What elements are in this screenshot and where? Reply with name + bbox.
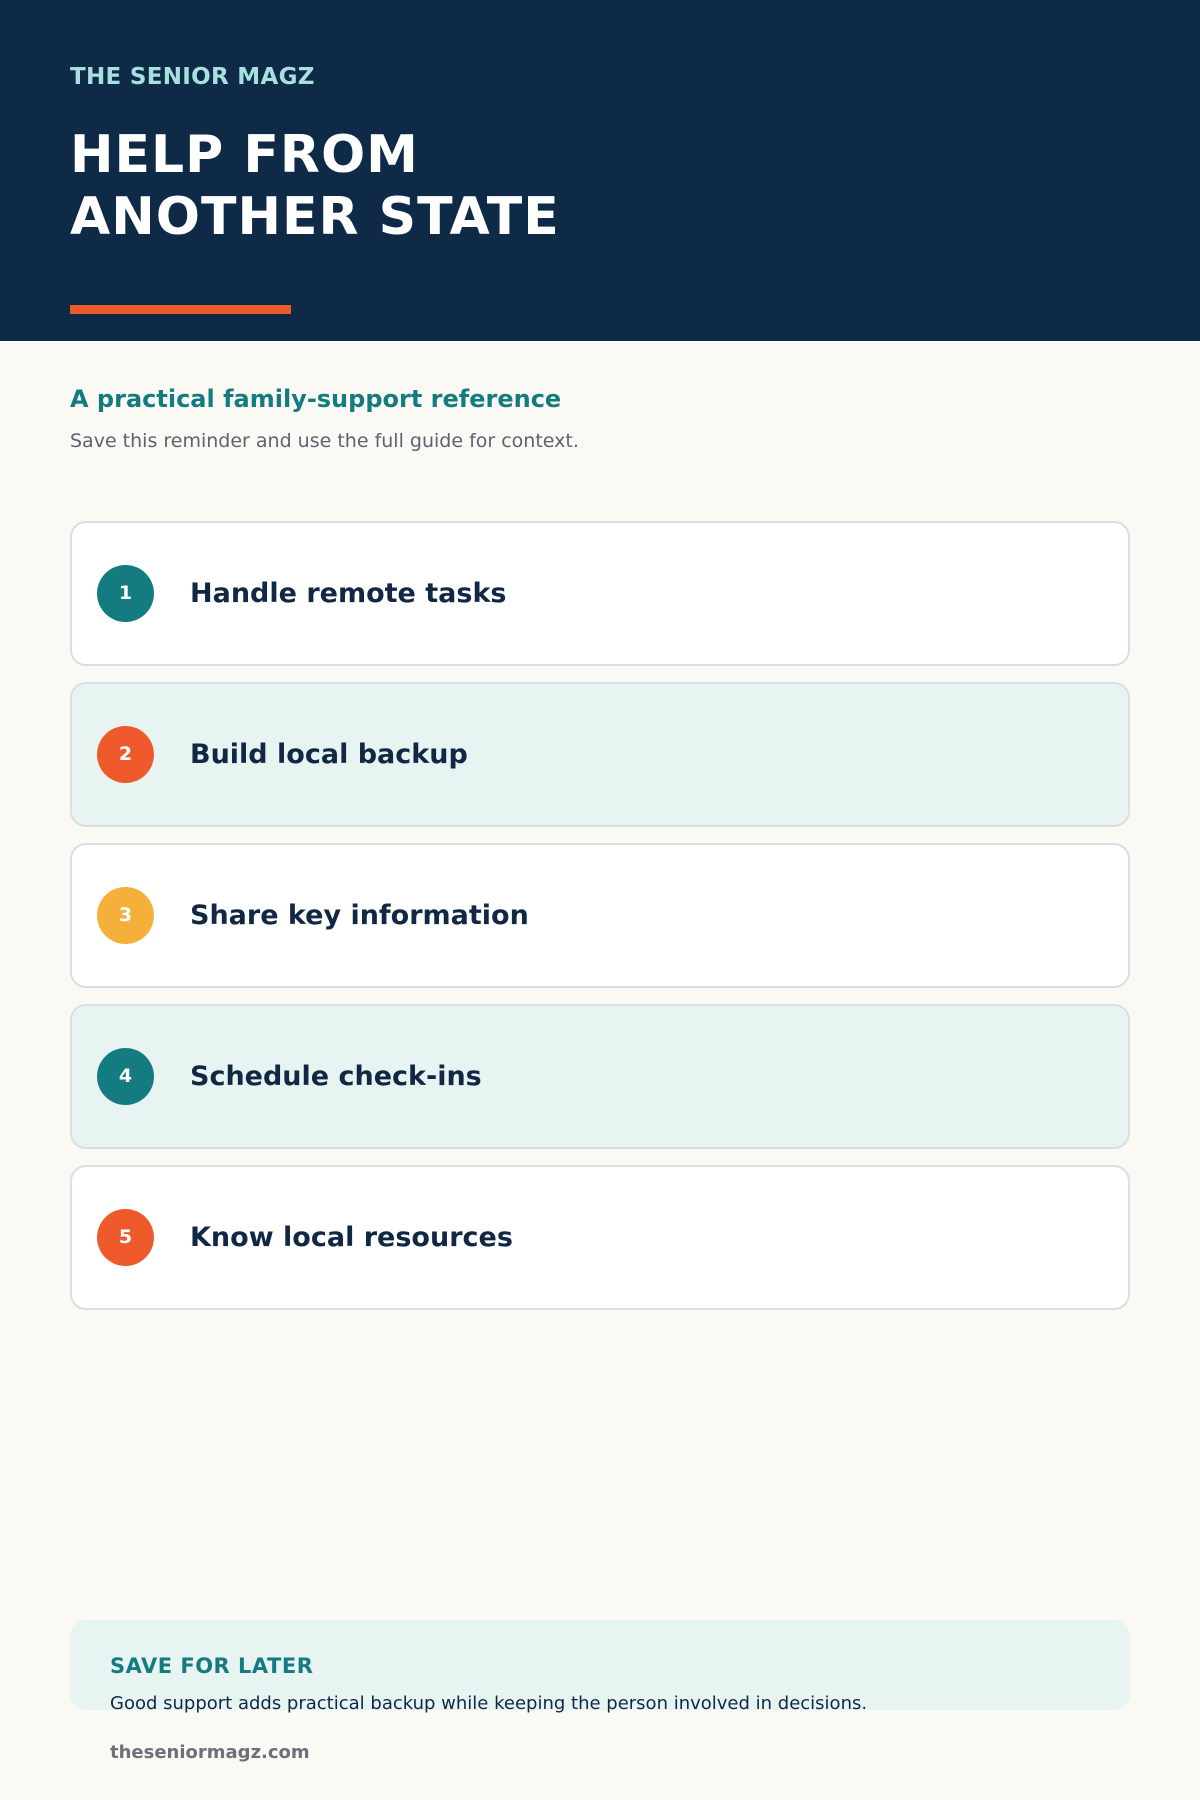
intro-text: Save this reminder and use the full guide for context. (70, 430, 579, 452)
step-card (70, 843, 1130, 988)
save-for-later-title: SAVE FOR LATER (110, 1654, 314, 1678)
step-number-badge: 4 (97, 1048, 154, 1105)
step-number-badge: 3 (97, 887, 154, 944)
step-label: Schedule check-ins (190, 1061, 482, 1092)
brand-name: THE SENIOR MAGZ (70, 64, 315, 90)
page-title-line-2: ANOTHER STATE (70, 187, 560, 247)
header-banner (0, 0, 1200, 341)
step-card (70, 1165, 1130, 1310)
step-label: Share key information (190, 900, 529, 931)
save-for-later-text: Good support adds practical backup while keeping the person involved in decisions. (110, 1693, 868, 1714)
page-title (70, 124, 560, 248)
step-card (70, 521, 1130, 666)
step-card (70, 1004, 1130, 1149)
step-label: Build local backup (190, 739, 468, 770)
step-card (70, 682, 1130, 827)
step-label: Handle remote tasks (190, 578, 507, 609)
step-number-badge: 5 (97, 1209, 154, 1266)
site-url[interactable]: theseniormagz.com (110, 1742, 310, 1763)
step-number-badge: 2 (97, 726, 154, 783)
step-number-badge: 1 (97, 565, 154, 622)
step-list (70, 521, 1130, 1326)
section-subtitle: A practical family-support reference (70, 385, 562, 413)
page-title-line-1: HELP FROM (70, 125, 419, 185)
title-accent-bar (70, 305, 291, 314)
step-label: Know local resources (190, 1222, 513, 1253)
